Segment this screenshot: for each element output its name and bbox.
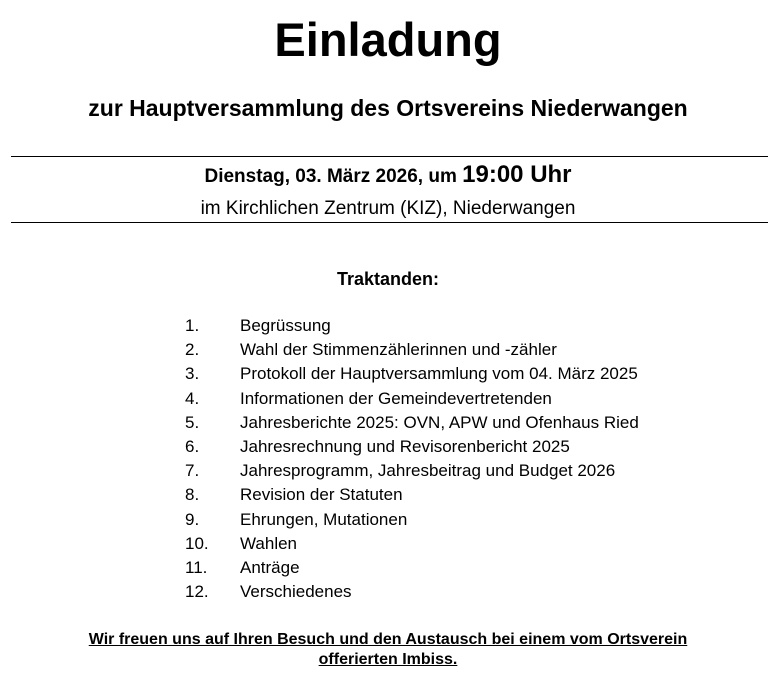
agenda-item [185,580,639,604]
agenda-item-number: 2. [185,340,200,360]
bottom-divider [11,222,768,223]
meeting-date [0,160,776,192]
agenda-item [185,362,639,386]
agenda-item-text: Anträge [240,557,300,577]
agenda-item-number: 10. [185,533,209,553]
agenda-item-number: 7. [185,461,200,481]
agenda-item-number: 1. [185,316,200,335]
agenda-heading: Traktanden: [336,269,440,289]
agenda-item-text: Revision der Statuten [240,485,403,505]
document-title: Einladung [274,13,502,66]
agenda-item [185,556,639,580]
agenda-item-text: Ehrungen, Mutationen [240,509,408,529]
agenda-item [185,459,639,483]
meeting-venue: im Kirchlichen Zentrum (KIZ), Niederwangen [200,198,576,219]
document-subtitle: zur Hauptversammlung des Ortsvereins Niederwangen [88,95,688,121]
agenda-item-number: 4. [185,388,200,408]
agenda-item [185,532,639,556]
agenda-item-text: Jahresberichte 2025: OVN, APW und Ofenhaus Ried [240,412,639,432]
agenda-item-number: 5. [185,412,200,432]
agenda-item [185,314,639,338]
closing-note-line-1: Wir freuen uns auf Ihren Besuch und den Austausch bei einem vom Ortsverein [88,631,688,648]
agenda-item-text: Wahlen [240,533,298,553]
agenda-item-text: Jahresprogramm, Jahresbeitrag und Budget 2026 [240,461,616,481]
agenda-item-text: Wahl der Stimmenzählerinnen und -zähler [240,340,557,360]
agenda-item-text: Protokoll der Hauptversammlung vom 04. März 2025 [240,364,638,384]
agenda-item [185,338,639,362]
agenda-item-text: Informationen der Gemeindevertretenden [240,388,552,408]
closing-note [0,630,776,670]
agenda-item-number: 3. [185,364,200,384]
agenda-item-number: 12. [185,582,209,602]
agenda-item-number: 8. [185,485,200,505]
top-divider [11,156,768,157]
agenda-item-number: 11. [185,557,208,577]
agenda-item [185,508,639,532]
agenda-list [185,314,639,604]
meeting-time: 19:00 Uhr [462,161,572,188]
agenda-item-text: Verschiedenes [240,582,352,602]
agenda-item-number: 6. [185,436,200,456]
agenda-item [185,411,639,435]
agenda-item-number: 9. [185,509,200,529]
agenda-item [185,435,639,459]
agenda-item [185,387,639,411]
closing-note-line-2: offerierten Imbiss. [318,651,458,668]
agenda-item [185,483,639,507]
meeting-date-text: Dienstag, 03. März 2026, um [204,166,463,187]
agenda-item-text: Jahresrechnung und Revisorenbericht 2025 [240,436,570,456]
agenda-item-text: Begrüssung [240,316,331,335]
